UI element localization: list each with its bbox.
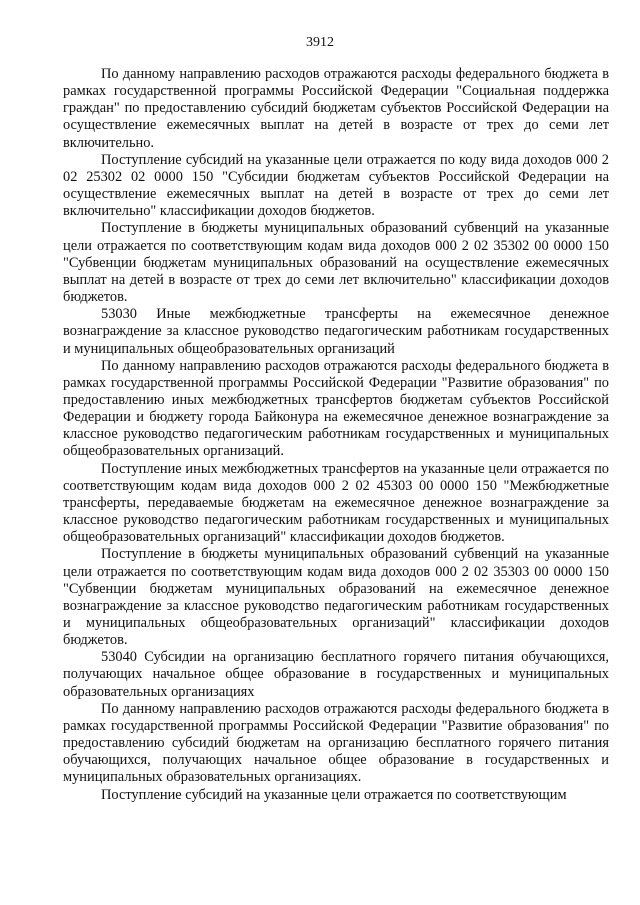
paragraph-9: По данному направлению расходов отражаются расходы федерального бюджета в рамках государственной программы Российской Федерации "Развитие образования" по предоставлению субсидий бюджетам на организацию бесплатного горячего питания обучающихся, получающих начальное общее образование в государственных и муниципальных образовательных организациях. [63,700,609,786]
paragraph-7: Поступление в бюджеты муниципальных образований субвенций на указанные цели отражается по соответствующим кодам вида доходов 000 2 02 35303 00 0000 150 "Субвенции бюджетам муниципальных образований на ежемесячное денежное вознаграждение за классное руководство педагогическим работникам государственных и муниципальных общеобразовательных организаций" классификации доходов бюджетов. [63,546,609,649]
document-body [63,66,609,804]
paragraph-5: По данному направлению расходов отражаются расходы федерального бюджета в рамках государственной программы Российской Федерации "Развитие образования" по предоставлению иных межбюджетных трансфертов бюджетам субъектов Российской Федерации и бюджету города Байконура на ежемесячное денежное вознаграждение за классное руководство педагогическим работникам государственных и муниципальных общеобразовательных организаций. [63,357,609,460]
section-heading-53040: 53040 Субсидии на организацию бесплатного горячего питания обучающихся, получающих начальное общее образование в государственных и муниципальных образовательных организациях [63,649,609,700]
paragraph-3: Поступление в бюджеты муниципальных образований субвенций на указанные цели отражается по соответствующим кодам вида доходов 000 2 02 35302 00 0000 150 "Субвенции бюджетам муниципальных образований на осуществление ежемесячных выплат на детей в возрасте от трех до семи лет включительно" классификации доходов бюджетов. [63,220,609,306]
page-number: 3912 [306,35,334,50]
paragraph-6: Поступление иных межбюджетных трансфертов на указанные цели отражается по соответствующим кодам вида доходов 000 2 02 45303 00 0000 150 "Межбюджетные трансферты, передаваемые бюджетам на ежемесячное денежное вознаграждение за классное руководство педагогическим работникам государственных и муниципальных общеобразовательных организаций" классификации доходов бюджетов. [63,460,609,546]
paragraph-1: По данному направлению расходов отражаются расходы федерального бюджета в рамках государственной программы Российской Федерации "Социальная поддержка граждан" по предоставлению субсидий бюджетам субъектов Российской Федерации на осуществление ежемесячных выплат на детей в возрасте от трех до семи лет включительно. [63,66,609,151]
paragraph-10: Поступление субсидий на указанные цели отражается по соответствующим [101,786,567,803]
section-heading-53030: 53030 Иные межбюджетные трансферты на ежемесячное денежное вознаграждение за классное руководство педагогическим работникам государственных и муниципальных общеобразовательных организаций [63,306,609,357]
paragraph-2: Поступление субсидий на указанные цели отражается по коду вида доходов 000 2 02 25302 02 0000 150 "Субсидии бюджетам субъектов Российской Федерации на осуществление ежемесячных выплат на детей в возрасте от трех до семи лет включительно" классификации доходов бюджетов. [63,151,609,220]
